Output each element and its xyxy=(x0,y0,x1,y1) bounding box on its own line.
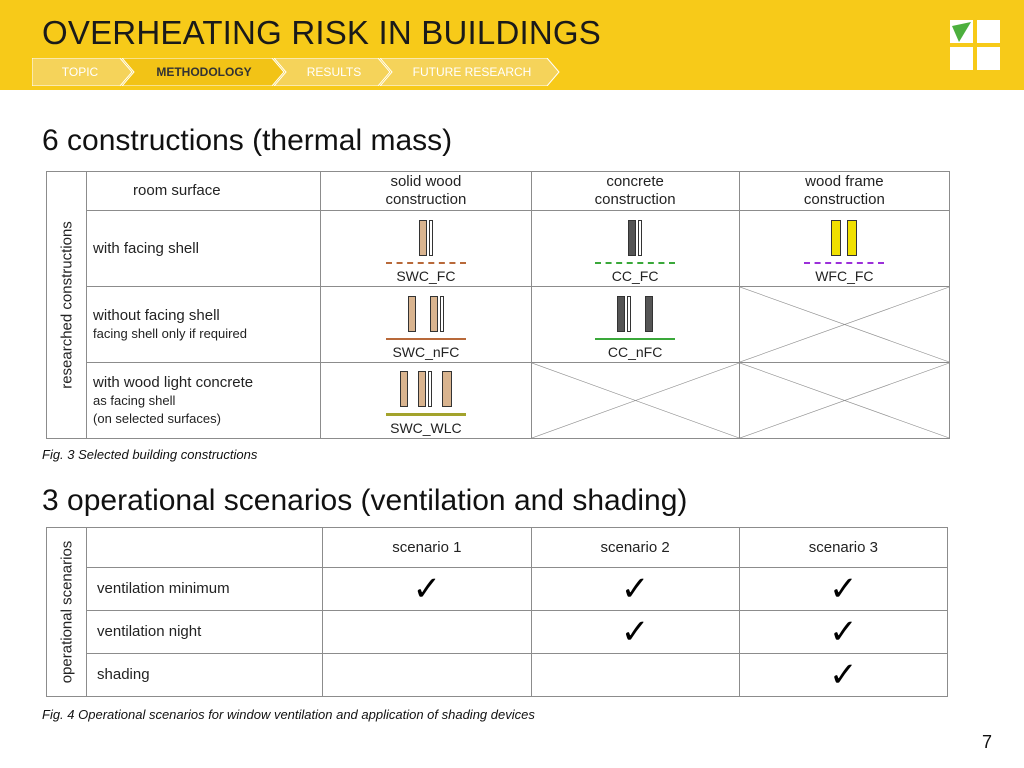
scenario-cell xyxy=(739,568,947,611)
wfc-fc-legend-line xyxy=(804,262,884,264)
construction-cc-nfc xyxy=(531,287,739,363)
construction-swc-wlc xyxy=(321,363,531,439)
nav-step-topic[interactable]: TOPIC xyxy=(61,65,99,79)
facing-shell-icon xyxy=(429,220,433,256)
constructions-table xyxy=(46,171,950,439)
column-header-concrete: concrete construction xyxy=(531,172,739,211)
construction-code: CC_FC xyxy=(611,267,659,284)
scenario-cell xyxy=(323,654,531,697)
cc-nfc-legend-line xyxy=(595,338,675,340)
wood-light-concrete-icon xyxy=(442,371,452,407)
figure-caption-3: Fig. 3 Selected building constructions xyxy=(42,447,258,462)
scenario-cell xyxy=(531,568,739,611)
checkmark-icon: ✓ xyxy=(620,570,650,608)
concrete-wall-icon xyxy=(617,296,625,332)
frame-wall-icon xyxy=(831,220,841,256)
nav-step-future-research[interactable]: FUTURE RESEARCH xyxy=(412,65,532,79)
swc-nfc-legend-line xyxy=(386,338,466,340)
figure-caption-4: Fig. 4 Operational scenarios for window ventilation and application of shading devices xyxy=(42,707,535,722)
wood-wall-icon xyxy=(419,220,427,256)
section-heading-scenarios: 3 operational scenarios (ventilation and shading) xyxy=(42,484,688,517)
corner-label: room surface xyxy=(87,172,321,211)
checkmark-icon: ✓ xyxy=(620,613,650,651)
wood-wall-icon xyxy=(418,371,426,407)
empty-crossed-cell xyxy=(531,363,739,439)
row-label-shading: shading xyxy=(87,654,323,697)
checkmark-icon: ✓ xyxy=(829,570,858,608)
nav-step-methodology[interactable]: METHODOLOGY xyxy=(156,65,252,79)
scenario-cell xyxy=(531,611,739,654)
row-label-ventilation-minimum: ventilation minimum xyxy=(87,568,323,611)
wood-wall-icon xyxy=(408,296,416,332)
checkmark-logo-icon xyxy=(950,20,973,43)
logo-icon xyxy=(950,20,1002,72)
nav-step-results[interactable]: RESULTS xyxy=(306,65,362,79)
frame-wall-icon xyxy=(847,220,857,256)
cross-out-icon xyxy=(532,363,739,438)
scenario-cell xyxy=(739,654,947,697)
scenarios-side-label: operational scenarios xyxy=(47,528,87,697)
section-heading-constructions: 6 constructions (thermal mass) xyxy=(42,124,453,157)
wood-wall-icon xyxy=(430,296,438,332)
column-header-scenario-2: scenario 2 xyxy=(531,528,739,568)
construction-code: SWC_WLC xyxy=(390,420,462,436)
facing-shell-icon xyxy=(428,371,432,407)
checkmark-icon: ✓ xyxy=(829,613,858,651)
empty-crossed-cell xyxy=(739,363,949,439)
empty-crossed-cell xyxy=(739,287,949,363)
facing-shell-icon xyxy=(638,220,642,256)
progress-nav xyxy=(32,58,572,86)
facing-shell-icon xyxy=(627,296,631,332)
scenario-cell xyxy=(323,568,531,611)
cross-out-icon xyxy=(740,363,949,438)
row-label-without-facing-shell: without facing shell facing shell only if required xyxy=(87,287,321,363)
construction-swc-nfc xyxy=(321,287,531,363)
scenarios-table xyxy=(46,527,948,697)
construction-code: WFC_FC xyxy=(815,267,874,284)
column-header-scenario-1: scenario 1 xyxy=(323,528,531,568)
row-label-ventilation-night: ventilation night xyxy=(87,611,323,654)
construction-swc-fc xyxy=(321,211,531,287)
construction-wfc-fc xyxy=(739,211,949,287)
scenario-cell xyxy=(531,654,739,697)
row-label-with-facing-shell: with facing shell xyxy=(87,211,321,287)
column-header-solid-wood: solid wood construction xyxy=(321,172,531,211)
concrete-wall-icon xyxy=(645,296,653,332)
construction-code: SWC_nFC xyxy=(392,343,460,360)
checkmark-icon: ✓ xyxy=(829,656,858,694)
facing-shell-icon xyxy=(440,296,444,332)
row-label-with-wood-light-concrete: with wood light concrete as facing shell (on selected surfaces) xyxy=(87,363,321,439)
scenario-cell xyxy=(323,611,531,654)
wood-wall-icon xyxy=(400,371,408,407)
construction-code: SWC_FC xyxy=(396,267,456,284)
header-bar xyxy=(0,0,1024,90)
constructions-side-label: researched constructions xyxy=(47,172,87,439)
page-number: 7 xyxy=(981,732,992,752)
checkmark-icon: ✓ xyxy=(412,570,442,608)
swc-fc-legend-line xyxy=(386,262,466,264)
page-title: OVERHEATING RISK IN BUILDINGS xyxy=(42,14,601,51)
construction-cc-fc xyxy=(531,211,739,287)
construction-code: CC_nFC xyxy=(607,343,663,360)
swc-wlc-legend-line xyxy=(386,413,466,416)
concrete-wall-icon xyxy=(628,220,636,256)
scenario-cell xyxy=(739,611,947,654)
column-header-scenario-3: scenario 3 xyxy=(739,528,947,568)
cross-out-icon xyxy=(740,287,949,362)
column-header-wood-frame: wood frame construction xyxy=(739,172,949,211)
cc-fc-legend-line xyxy=(595,262,675,264)
scenarios-corner-cell xyxy=(87,528,323,568)
